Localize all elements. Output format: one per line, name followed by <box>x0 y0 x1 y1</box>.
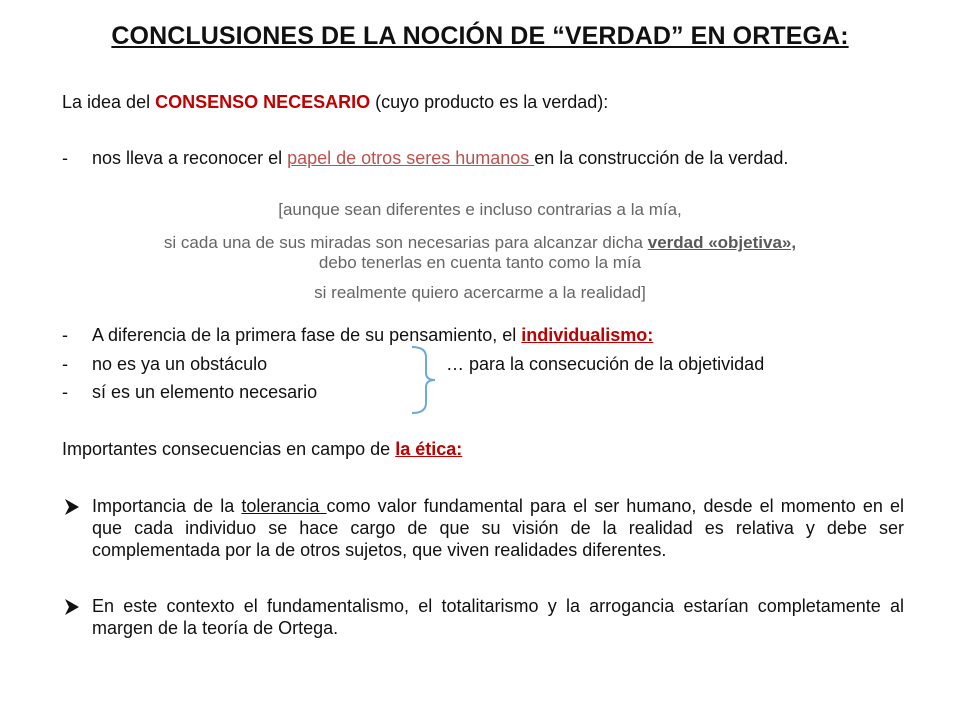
dash-marker: - <box>62 354 68 374</box>
ethics-pre: Importantes consecuencias en campo de <box>62 439 396 459</box>
intro-line <box>62 91 608 113</box>
point-obstaculo: no es ya un obstáculo <box>92 354 268 374</box>
bullet1-pre: Importancia de la <box>92 496 242 516</box>
quote-line-3: debo tenerlas en cuenta tanto como la mía <box>318 253 642 272</box>
point1-post: en la construcción de la verdad. <box>534 148 789 168</box>
bullet1-post: como valor fundamental para el ser humano, desde el momento en el que cada individuo se hace cargo de que su visión de la realidad es relativa y debe ser complementada por la de otros sujetos, que viven realidades diferentes. <box>92 496 904 560</box>
dash-marker: - <box>62 148 68 168</box>
point-necesario: sí es un elemento necesario <box>92 382 318 402</box>
otros-seres-highlight: papel de otros seres humanos <box>287 148 535 168</box>
objetividad-aside: … para la consecución de la objetividad <box>446 354 765 374</box>
point1-pre: nos lleva a reconocer el <box>92 148 288 168</box>
dash-marker: - <box>62 325 68 345</box>
quote-line-2-pre: si cada una de sus miradas son necesarias para alcanzar dicha <box>163 233 648 252</box>
quote-line-1: [aunque sean diferentes e incluso contrarias a la mía, <box>278 200 682 219</box>
intro-text-post: (cuyo producto es la verdad): <box>370 92 609 112</box>
bullet-tolerancia <box>92 495 904 561</box>
bracket-connector-icon <box>408 345 442 415</box>
arrow-bullet-icon <box>62 497 86 519</box>
slide-title: CONCLUSIONES DE LA NOCIÓN DE “VERDAD” EN ORTEGA: <box>111 22 849 50</box>
arrow-bullet-icon <box>62 597 86 619</box>
consenso-highlight: CONSENSO NECESARIO <box>155 92 371 112</box>
point-individualismo <box>92 324 653 346</box>
point2-pre: A diferencia de la primera fase de su pensamiento, el <box>92 325 522 345</box>
verdad-objetiva-highlight: verdad «objetiva», <box>647 233 797 252</box>
dash-marker: - <box>62 382 68 402</box>
quote-line-4: si realmente quiero acercarme a la realidad] <box>314 283 646 302</box>
etica-highlight: la ética: <box>395 439 463 459</box>
quote-line-2 <box>40 233 920 253</box>
ethics-heading <box>62 438 462 460</box>
bullet-fundamentalismo: En este contexto el fundamentalismo, el totalitarismo y la arrogancia estarían completamente al margen de la teoría de Ortega. <box>92 596 904 638</box>
intro-text-pre: La idea del <box>62 92 156 112</box>
point-otros-seres <box>92 147 904 169</box>
individualismo-highlight: individualismo: <box>521 325 654 345</box>
tolerancia-highlight: tolerancia <box>241 496 327 516</box>
